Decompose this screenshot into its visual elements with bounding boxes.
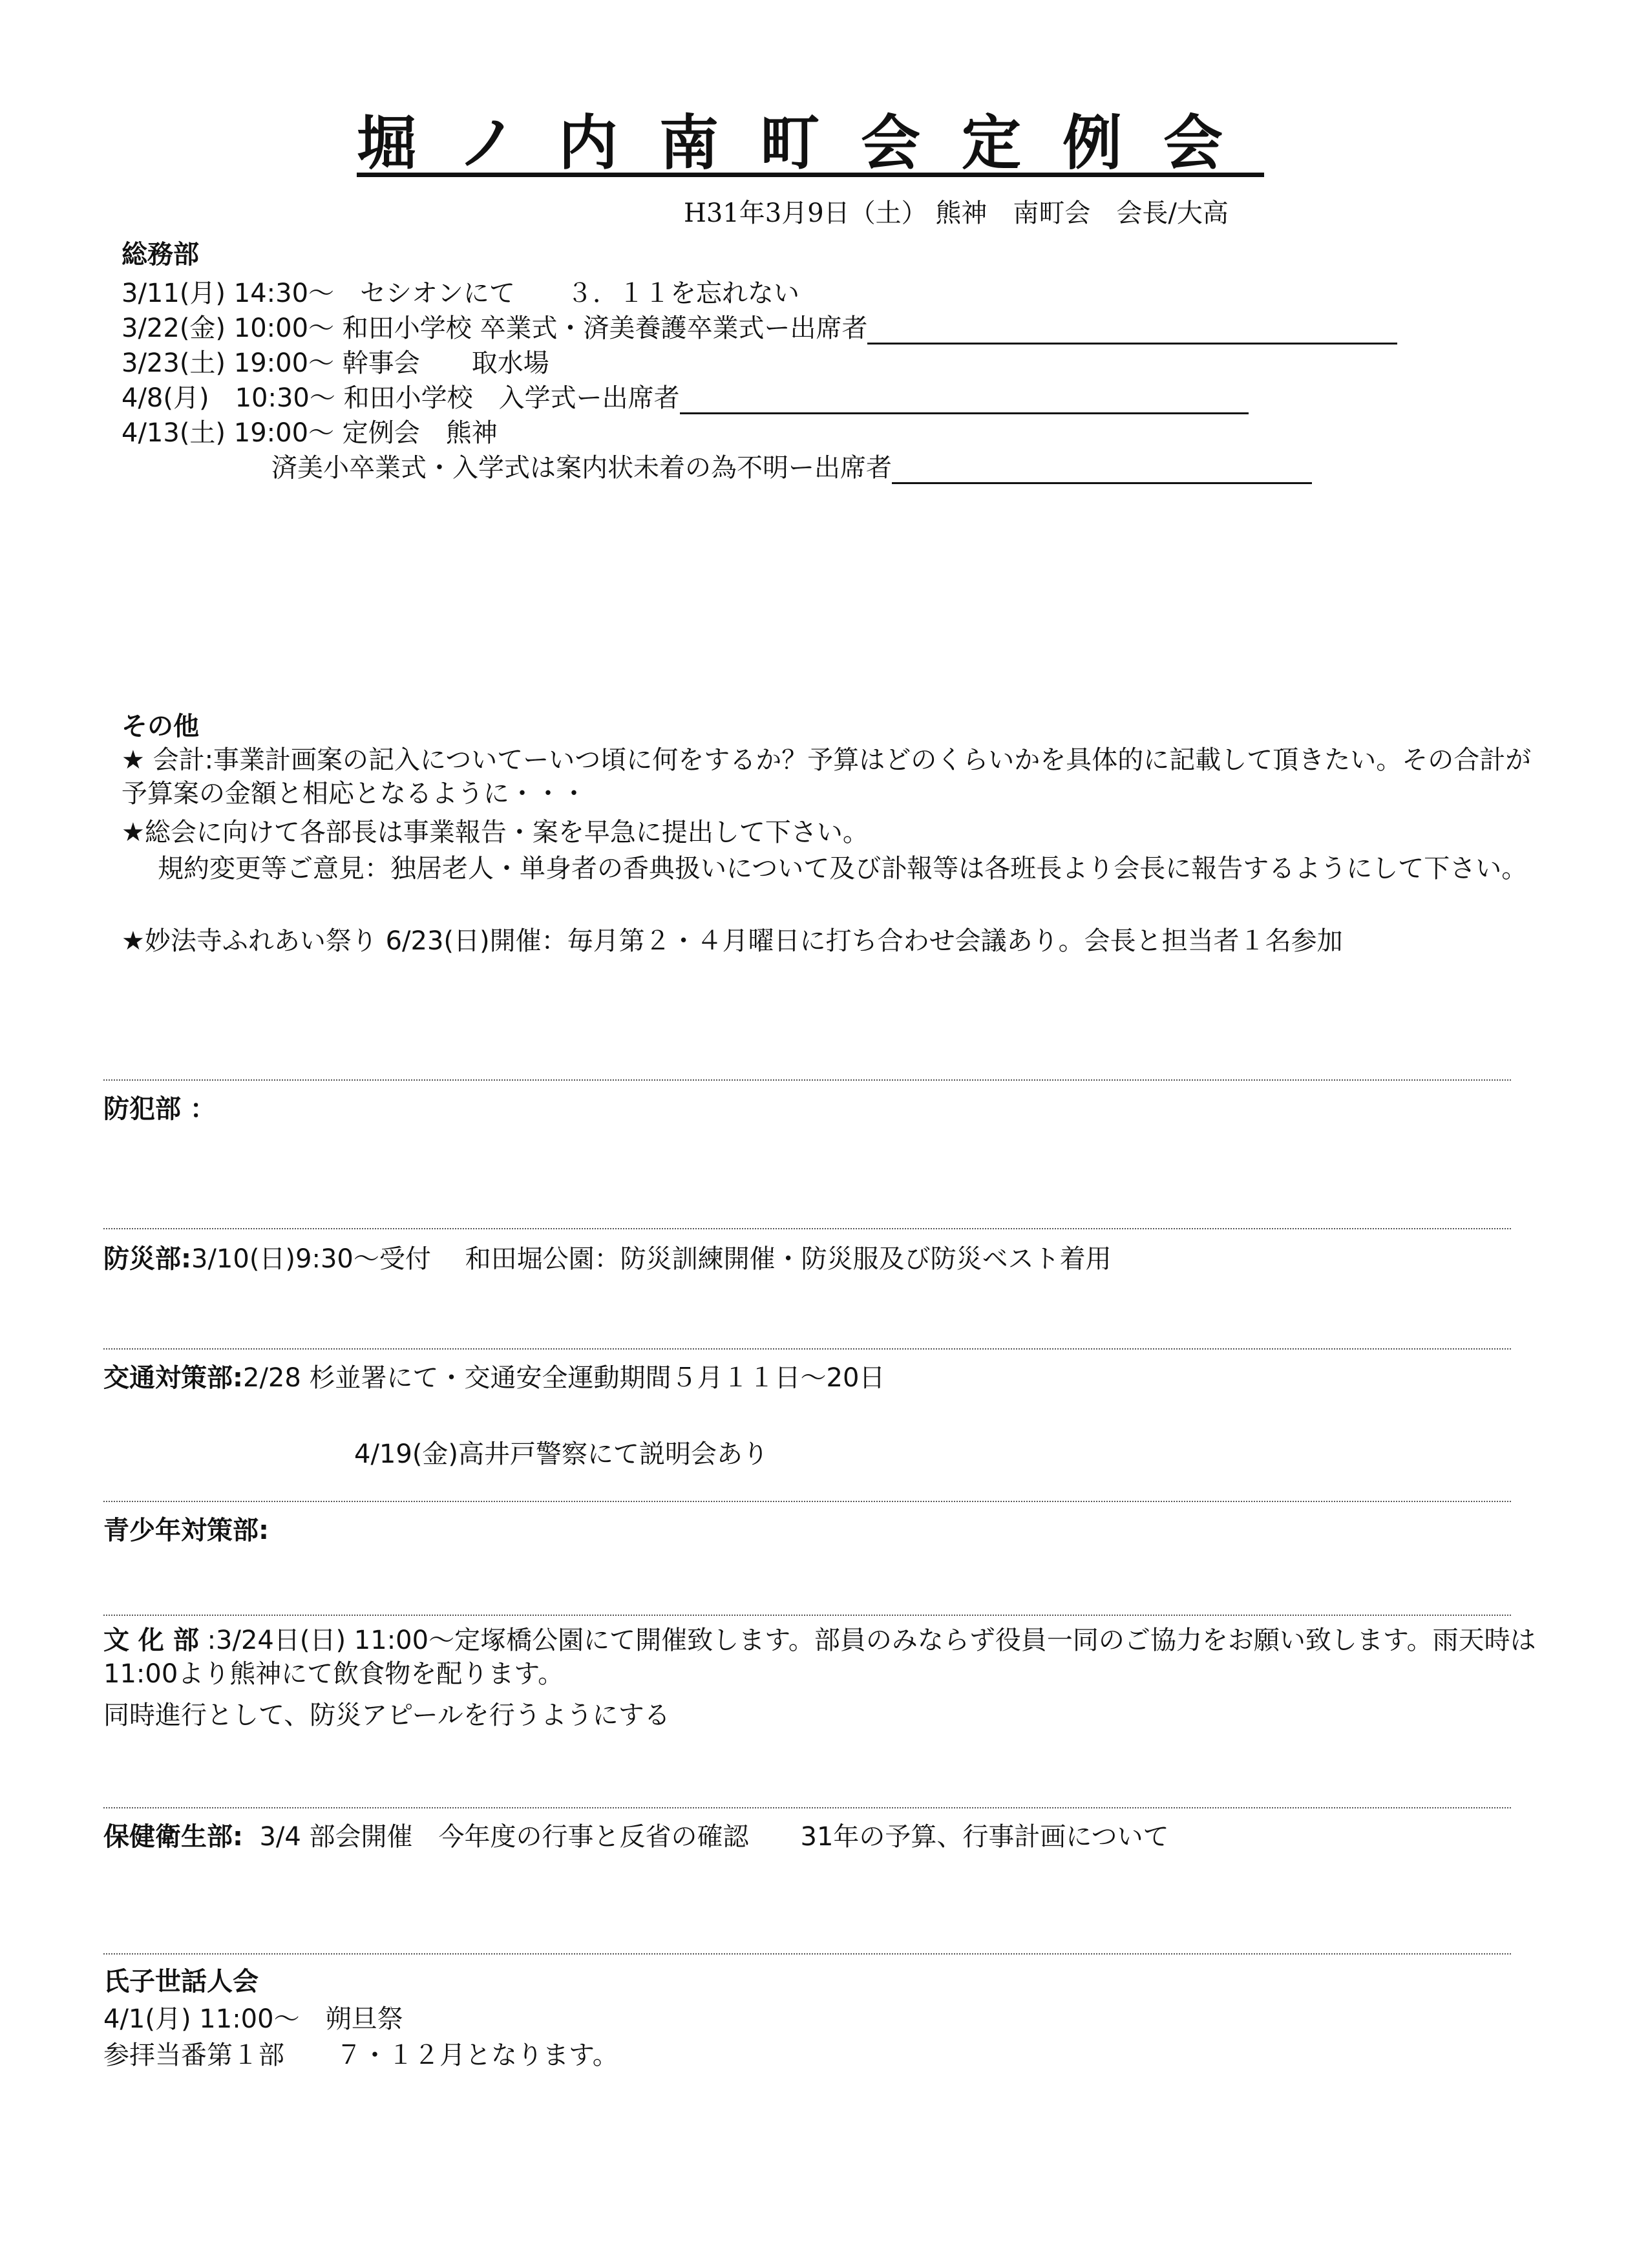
soumu-item: 4/13(土) 19:00～ 定例会 熊神 xyxy=(121,418,498,448)
divider xyxy=(103,1615,1511,1616)
koutsu-line xyxy=(103,1357,885,1394)
divider xyxy=(103,1501,1511,1502)
sonota-paragraph: ★妙法寺ふれあい祭り 6/23(日)開催：毎月第２・４月曜日に打ち合わせ会議あり。会長と担当者１名参加 xyxy=(121,926,1343,956)
soumu-item xyxy=(121,377,1249,414)
koutsu-heading: 交通対策部: xyxy=(103,1363,243,1393)
ujiko-line: 参拝当番第１部 ７・１２月となります。 xyxy=(103,2040,618,2070)
soumu-item-text: 3/22(金) 10:00～ 和田小学校 卒業式・済美養護卒業式ー出席者 xyxy=(121,313,868,343)
soumu-item xyxy=(271,447,1312,484)
koutsu-text2: 4/19(金)高井戸警察にて説明会あり xyxy=(354,1439,769,1469)
page-title: 堀ノ内南町会定例会 xyxy=(357,108,1265,178)
ujiko-line: 4/1(月) 11:00～ 朔旦祭 xyxy=(103,2004,403,2034)
divider xyxy=(103,1807,1511,1808)
bunka-text: :3/24日(日) 11:00～定塚橋公園にて開催致します。部員のみならず役員一同のご協力をお願い致します。雨天時は11:00より熊神にて飲食物を配ります。 xyxy=(103,1626,1536,1689)
bousai-text: 3/10(日)9:30～受付 和田堀公園：防災訓練開催・防災服及び防災ベスト着用 xyxy=(191,1244,1112,1274)
bunka-heading: 文 化 部 xyxy=(103,1626,199,1655)
soumu-item: 3/11(月) 14:30～ セシオンにて ３．１１を忘れない xyxy=(121,279,800,308)
bouhan-heading: 防犯部 ： xyxy=(103,1094,216,1124)
hoken-line xyxy=(103,1816,1169,1853)
divider xyxy=(103,1953,1511,1955)
divider xyxy=(103,1079,1511,1081)
divider xyxy=(103,1348,1511,1350)
bousai-heading: 防災部: xyxy=(103,1244,191,1274)
hoken-text: 3/4 部会開催 今年度の行事と反省の確認 31年の予算、行事計画について xyxy=(259,1822,1169,1852)
soumu-heading: 総務部 xyxy=(121,240,199,270)
sonota-heading: その他 xyxy=(121,712,199,741)
sonota-paragraph: 規約変更等ご意見：独居老人・単身者の香典扱いについて及び訃報等は各班長より会長に報告するようにして下さい。 xyxy=(158,854,1528,884)
hoken-heading: 保健衛生部: xyxy=(103,1822,243,1852)
meeting-info: H31年3月9日（土） 熊神 南町会 会長/大高 xyxy=(684,198,1229,228)
seishounen-heading: 青少年対策部: xyxy=(103,1516,269,1545)
sonota-paragraph: ★ 会計:事業計画案の記入についてーいつ頃に何をするか？予算はどのくらいかを具体的に記載して頂きたい。その合計が予算案の金額と相応となるように・・・ xyxy=(121,745,1532,809)
attendee-blank[interactable] xyxy=(892,454,1312,484)
divider xyxy=(103,1228,1511,1229)
koutsu-text: 2/28 杉並署にて・交通安全運動期間５月１１日～20日 xyxy=(243,1363,885,1393)
attendee-blank[interactable] xyxy=(680,384,1249,414)
bunka-paragraph xyxy=(103,1624,1537,1691)
attendee-blank[interactable] xyxy=(867,314,1397,344)
ujiko-heading: 氏子世話人会 xyxy=(103,1967,259,1997)
bousai-line xyxy=(103,1238,1112,1275)
soumu-item-text: 済美小卒業式・入学式は案内状未着の為不明ー出席者 xyxy=(271,453,892,483)
sonota-paragraph: ★総会に向けて各部長は事業報告・案を早急に提出して下さい。 xyxy=(121,818,869,847)
soumu-item xyxy=(121,308,1397,344)
bunka-text2: 同時進行として、防災アピールを行うようにする xyxy=(103,1701,670,1730)
soumu-item-text: 4/8(月) 10:30～ 和田小学校 入学式ー出席者 xyxy=(121,383,680,413)
soumu-item: 3/23(土) 19:00～ 幹事会 取水場 xyxy=(121,348,549,378)
